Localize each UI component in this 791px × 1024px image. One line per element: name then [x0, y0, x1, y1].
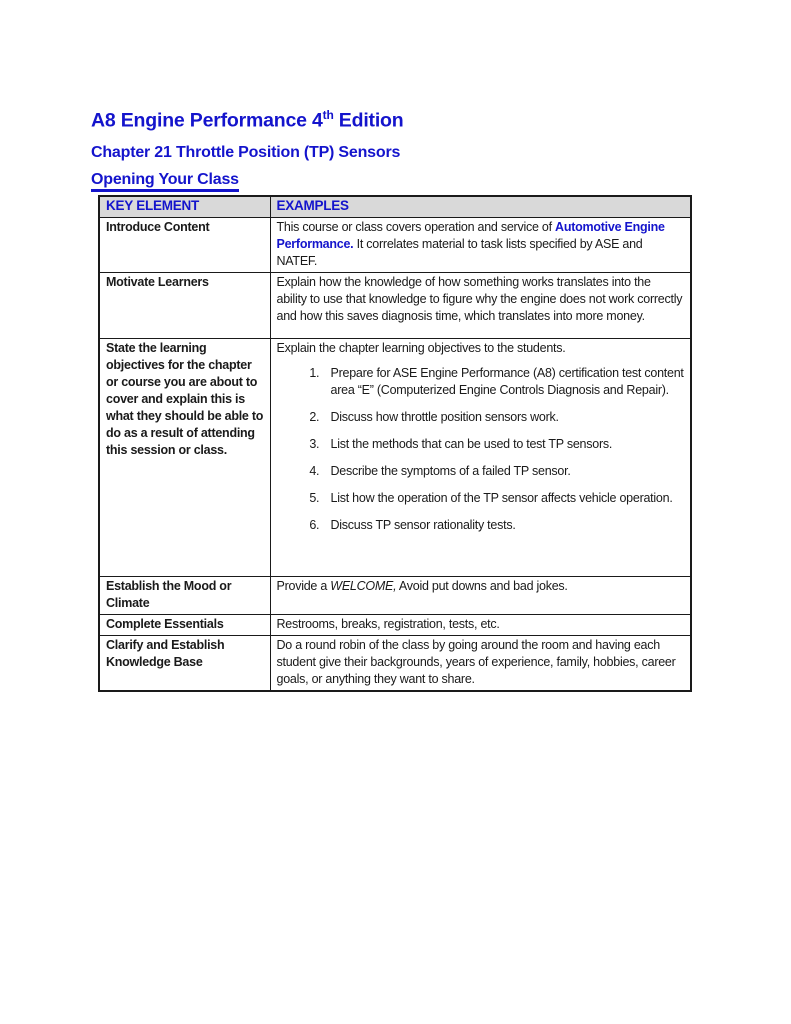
objective-item: 2. Discuss how throttle position sensors work.	[323, 409, 685, 426]
table-row	[99, 615, 691, 636]
table-row	[99, 577, 691, 615]
example-text: Avoid put downs and bad jokes.	[396, 579, 568, 594]
example-italic-text: WELCOME,	[330, 579, 397, 594]
key-element-motivate-learners: Motivate Learners	[99, 273, 270, 339]
document-title-suffix: Edition	[333, 109, 404, 132]
example-introduce-content	[270, 218, 691, 273]
chapter-title: Chapter 21 Throttle Position (TP) Sensors	[91, 143, 401, 161]
objectives-list	[277, 365, 685, 534]
example-text: Provide a	[276, 579, 331, 594]
objective-item: 1. Prepare for ASE Engine Performance (A8) certification test content area “E” (Computerized Engine Controls Diagnosis and Repair).	[323, 365, 685, 399]
key-element-complete-essentials: Complete Essentials	[99, 615, 270, 636]
example-motivate-learners: Explain how the knowledge of how something works translates into the ability to use that knowledge to figure why the engine does not work correctly and how this saves diagnosis time, which translates into more money.	[270, 273, 691, 339]
table-header-row	[99, 196, 691, 218]
key-element-clarify-knowledge: Clarify and Establish Knowledge Base	[99, 636, 270, 692]
document-title	[91, 108, 692, 133]
table-row	[99, 218, 691, 273]
lesson-plan-table	[98, 195, 692, 692]
objective-item: 6. Discuss TP sensor rationality tests.	[323, 517, 685, 534]
objective-item: 5. List how the operation of the TP sensor affects vehicle operation.	[323, 490, 685, 507]
objective-item: 4. Describe the symptoms of a failed TP sensor.	[323, 463, 685, 480]
objective-item: 3. List the methods that can be used to test TP sensors.	[323, 436, 685, 453]
example-clarify-knowledge: Do a round robin of the class by going around the room and having each student give their backgrounds, years of experience, family, hobbies, career goals, or anything they want to share.	[270, 636, 691, 692]
example-learning-objectives	[270, 339, 691, 577]
document-title-superscript: th	[322, 108, 334, 122]
table-row	[99, 273, 691, 339]
section-title: Opening Your Class	[91, 170, 239, 192]
key-element-learning-objectives: State the learning objectives for the chapter or course you are about to cover and explain this is what they should be able to do as a result of attending this session or class.	[99, 339, 270, 577]
key-element-establish-mood: Establish the Mood or Climate	[99, 577, 270, 615]
example-establish-mood	[270, 577, 691, 615]
column-header-examples: EXAMPLES	[270, 196, 691, 218]
key-element-introduce-content: Introduce Content	[99, 218, 270, 273]
objectives-intro: Explain the chapter learning objectives to the students.	[276, 341, 566, 356]
example-text: It correlates material to task lists specified by ASE and NATEF.	[276, 237, 643, 269]
table-row	[99, 636, 691, 692]
example-text: This course or class covers operation and service of	[276, 220, 556, 235]
example-highlight-text: Automotive Engine Performance.	[276, 220, 665, 252]
column-header-key-element: KEY ELEMENT	[99, 196, 270, 218]
table-row	[99, 339, 691, 577]
example-complete-essentials: Restrooms, breaks, registration, tests, etc.	[270, 615, 691, 636]
document-title-prefix: A8 Engine Performance 4	[91, 109, 323, 132]
